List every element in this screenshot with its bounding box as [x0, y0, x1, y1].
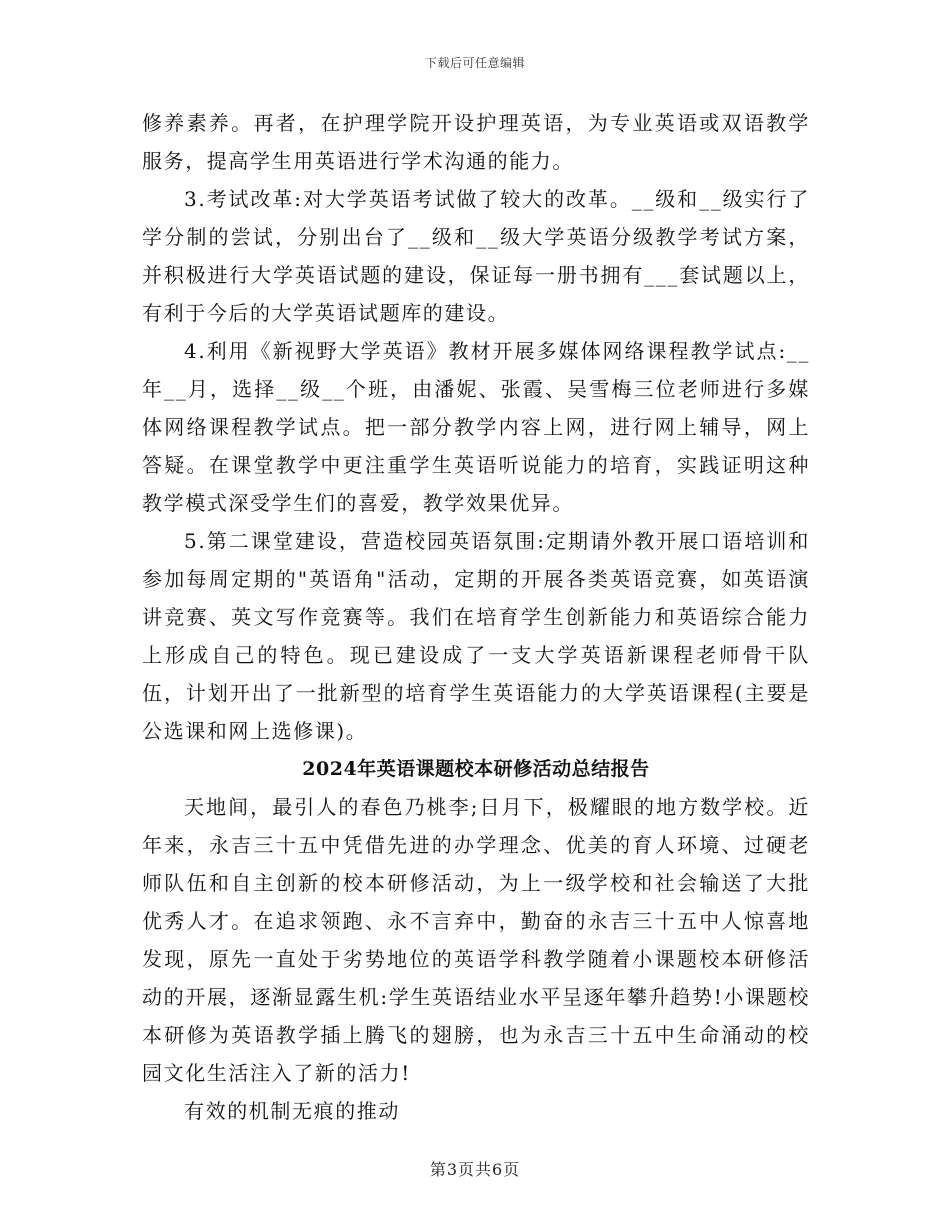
page-number: 第3页共6页 [429, 1160, 521, 1179]
document-body [142, 104, 810, 1130]
paragraph-multimedia-pilot: 4.利用《新视野大学英语》教材开展多媒体网络课程教学试点:__年__月，选择__级__个班，由潘妮、张霞、吴雪梅三位老师进行多媒体网络课程教学试点。把一部分教学内容上网，进行网上辅导，网上答疑。在课堂教学中更注重学生英语听说能力的培育，实践证明这种教学模式深受学生们的喜爱，教学效果优异。 [142, 339, 810, 515]
paragraph-exam-reform: 3.考试改革:对大学英语考试做了较大的改革。__级和__级实行了学分制的尝试，分别出台了__级和__级大学英语分级教学考试方案，并积极进行大学英语试题的建设，保证每一册书拥有___套试题以上，有利于今后的大学英语试题库的建设。 [142, 187, 810, 325]
page-header: 下载后可任意编辑 [424, 56, 525, 70]
paragraph-subheading: 有效的机制无痕的推动 [184, 1099, 400, 1123]
paragraph-continuation: 修养素养。再者，在护理学院开设护理英语，为专业英语或双语教学服务，提高学生用英语进行学术沟通的能力。 [142, 111, 810, 173]
paragraph-intro: 天地间，最引人的春色乃桃李;日月下，极耀眼的地方数学校。近年来，永吉三十五中凭借先进的办学理念、优美的育人环境、过硬老师队伍和自主创新的校本研修活动，为上一级学校和社会输送了大批优秀人才。在追求领跑、永不言弃中，勤奋的永吉三十五中人惊喜地发现，原先一直处于劣势地位的英语学科教学随着小课题校本研修活动的开展，逐渐显露生机:学生英语结业水平呈逐年攀升趋势!小课题校本研修为英语教学插上腾飞的翅膀，也为永吉三十五中生命涌动的校园文化生活注入了新的活力! [142, 795, 810, 1085]
paragraph-second-classroom: 5.第二课堂建设，营造校园英语氛围:定期请外教开展口语培训和参加每周定期的"英语角"活动，定期的开展各类英语竞赛，如英语演讲竞赛、英文写作竞赛等。我们在培育学生创新能力和英语综合能力上形成自己的特色。现已建设成了一支大学英语新课程老师骨干队伍，计划开出了一批新型的培育学生英语能力的大学英语课程(主要是公选课和网上选修课)。 [142, 529, 810, 743]
section-heading: 2024年英语课题校本研修活动总结报告 [302, 758, 650, 780]
